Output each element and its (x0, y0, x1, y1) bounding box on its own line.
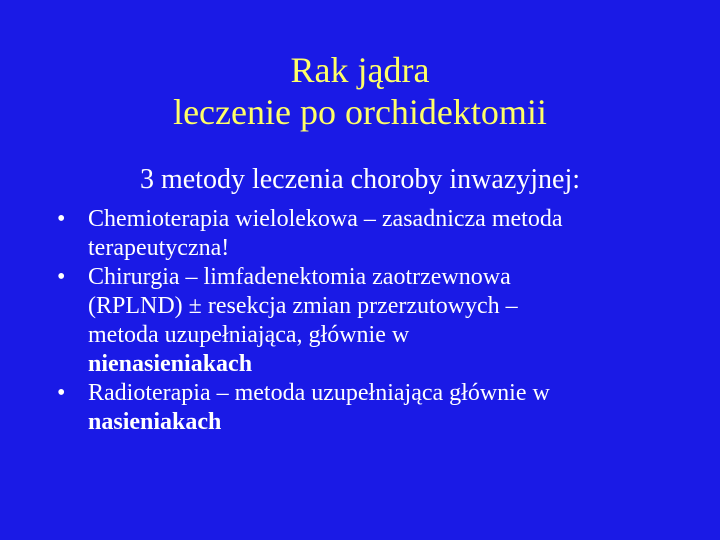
bullet-text-line: terapeutyczna! (88, 235, 230, 261)
slide-title-line-1: Rak jądra (290, 50, 430, 90)
bullet-item-radioterapia (57, 379, 697, 437)
bullet-text-line: Chirurgia – limfadenektomia zaotrzewnowa (88, 264, 511, 290)
slide-title-line-2: leczenie po orchidektomii (173, 92, 547, 132)
bullet-text-line: metoda uzupełniająca, głównie w (88, 322, 410, 348)
bullet-text-line: Radioterapia – metoda uzupełniająca głównie w (88, 380, 550, 406)
bullet-bold-text: nasieniakach (88, 409, 222, 435)
bullet-dot-icon: • (57, 264, 66, 290)
bullet-list (57, 205, 697, 437)
slide-title (0, 49, 720, 133)
bullet-dot-icon: • (57, 380, 66, 406)
bullet-item-chirurgia (57, 263, 697, 379)
bullet-text-line: (RPLND) ± resekcja zmian przerzutowych – (88, 293, 518, 319)
bullet-item-chemioterapia (57, 205, 697, 263)
bullet-text-line: Chemioterapia wielolekowa – zasadnicza metoda (88, 206, 563, 232)
bullet-dot-icon: • (57, 206, 66, 232)
slide-subtitle: 3 metody leczenia choroby inwazyjnej: (139, 164, 581, 195)
bullet-bold-text: nienasieniakach (88, 351, 253, 377)
